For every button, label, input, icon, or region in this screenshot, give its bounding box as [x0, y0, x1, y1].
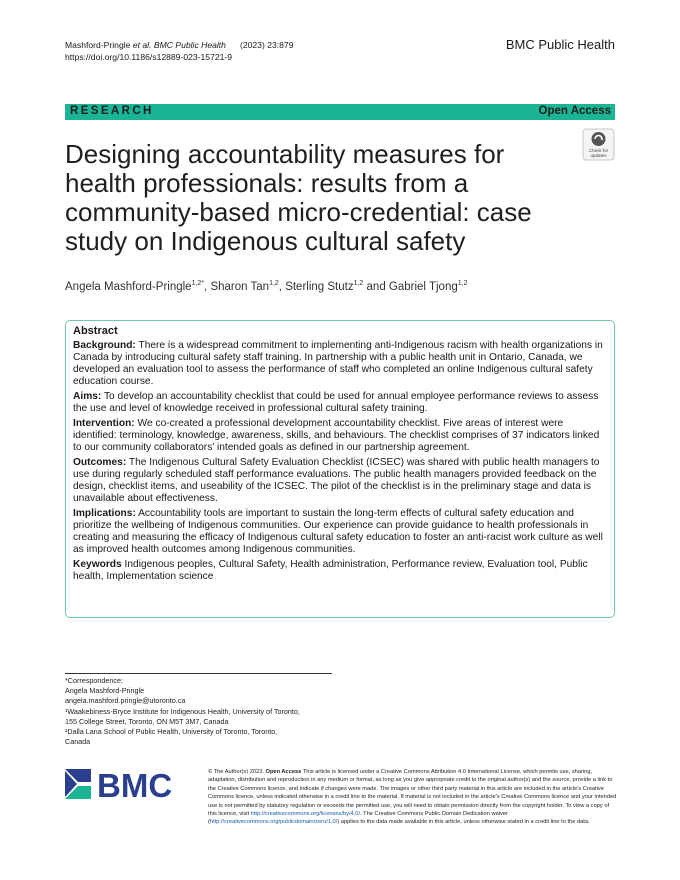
- section-label: Background:: [73, 340, 136, 351]
- citation-block: [65, 39, 293, 63]
- license-open-access: Open Access: [265, 769, 302, 775]
- abstract-keywords: [73, 559, 606, 583]
- footnote-line: Canada: [65, 737, 91, 747]
- author-separator: ,: [278, 280, 286, 293]
- section-label: Outcomes:: [73, 457, 127, 468]
- author-affiliation: 1,2*: [191, 280, 205, 287]
- crossmark-text-2: updates: [590, 153, 607, 158]
- footnote-line: *Correspondence:: [65, 676, 123, 685]
- abstract-outcomes: [73, 457, 606, 505]
- section-text: Accountability tools are important to sustain the long-term effects of cultural safety education and prioritize the wellbeing of Indigenous communities. Our experience can provide guidance to health professionals in creating and measuring the efficacy of Indigenous cultural safety education to foster an anti-racist work culture as well as improved health outcomes among Indigenous communities.: [73, 508, 603, 555]
- open-access-label: Open Access: [538, 105, 611, 117]
- author-affiliation: 1,2: [353, 280, 364, 287]
- citation-year: (2023) 23:879: [239, 40, 294, 50]
- footnote-line: ¹Waakebiness-Bryce Institute for Indigenous Health, University of Toronto,: [65, 706, 300, 716]
- license-text: [208, 768, 618, 827]
- license-body: This article is licensed under a Creative Commons Attribution 4.0 International License, which permits use, sharing, adaptation, distribution and reproduction in any medium or format, as long as you give appropriate credit to the original author(s) and the source, provide a link to the Creative Commons licence, and indicate if changes were made. The images or other third party material in this article are included in the article’s Creative Commons licence, unless indicated otherwise in a credit line to the material. If material is not included in the article’s Creative Commons licence and your intended use is not permitted by statutory regulation or exceeds the permitted use, you will need to obtain permission directly from the copyright holder. To view a copy of this licence, visit: [208, 769, 617, 818]
- author-affiliation: 1,2: [269, 280, 279, 287]
- section-label: Intervention:: [73, 418, 135, 429]
- citation-authors: Mashford-Pringle: [65, 40, 133, 50]
- bmc-logo-text: BMC: [97, 767, 173, 801]
- abstract-aims: [73, 391, 606, 415]
- abstract-background: [73, 340, 606, 388]
- correspondence-footnotes: [65, 676, 300, 747]
- section-text: There is a widespread commitment to implementing anti-Indigenous racism with health organizations in Canada by introducing cultural safety staff training. In partnership with a public health unit in Ontario, Canada, we developed an evaluation tool to assess the performance of staff who completed an online Indigenous cultural safety education course.: [73, 340, 603, 387]
- author-separator: ,: [204, 280, 211, 293]
- citation-journal: et al. BMC Public Health: [132, 40, 226, 50]
- section-text: We co-created a professional development accountability checklist. Five areas of interest were identified: terminology, knowledge, awareness, skills, and behaviours. The checklist comprises of 37 indicators linked to our community collaborators’ intended goals as defined in our partnership agreement.: [73, 418, 600, 453]
- bmc-logo: [65, 767, 190, 801]
- footnote-line: Angela Mashford-Pringle: [65, 686, 145, 696]
- author-affiliation: 1,2: [457, 280, 468, 287]
- abstract-heading: Abstract: [73, 325, 118, 337]
- section-label: Keywords: [73, 559, 122, 570]
- license-link[interactable]: http://creativecommons.org/publicdomain/zero/1.0/: [209, 819, 338, 826]
- author-name: Angela Mashford-Pringle: [65, 280, 192, 293]
- license-link[interactable]: http://creativecommons.org/licenses/by/4.0/: [250, 811, 361, 818]
- section-text: Indigenous peoples, Cultural Safety, Health administration, Performance review, Evaluation tool, Public health, Implementation science: [73, 559, 588, 582]
- section-label: Aims:: [73, 391, 102, 402]
- correspondence-email[interactable]: angela.mashford.pringle@utoronto.ca: [65, 696, 186, 706]
- author-name: Sharon Tan: [210, 280, 270, 293]
- license-body: . The Creative Commons Public Domain Dedication waiver (: [208, 811, 508, 826]
- section-text: The Indigenous Cultural Safety Evaluation Checklist (ICSEC) was shared with public health managers to use during regularly scheduled staff performance evaluations. The public health managers provided feedback on the design, checklist items, and useability of the ICSEC. The pilot of the checklist is in the preliminary stage and data is unavailable about effectiveness.: [73, 457, 600, 504]
- license-body: ) applies to the data made available in this article, unless otherwise stated in a credit line to the data.: [337, 819, 590, 826]
- copyright: © The Author(s) 2023.: [208, 769, 266, 775]
- section-label: Implications:: [73, 508, 136, 519]
- footnote-line: 155 College Street, Toronto, ON M5T 3M7, Canada: [65, 716, 229, 726]
- section-banner: [65, 104, 615, 120]
- article-title: Designing accountability measures for health professionals: results from a community-based micro-credential: case study on Indigenous cultural safety: [65, 139, 532, 256]
- footnote-divider: [65, 673, 332, 674]
- section-label: RESEARCH: [70, 105, 154, 117]
- author-name: Sterling Stutz: [285, 280, 354, 293]
- abstract-intervention: [73, 418, 606, 454]
- journal-name: BMC Public Health: [505, 37, 615, 52]
- citation-line: [65, 39, 293, 51]
- check-for-updates-icon[interactable]: [582, 128, 615, 161]
- section-text: To develop an accountability checklist that could be used for annual employee performance reviews to assess the use and level of knowledge received in professional cultural safety training.: [73, 391, 599, 414]
- doi-link[interactable]: https://doi.org/10.1186/s12889-023-15721-9: [65, 52, 233, 62]
- author-separator: and: [363, 280, 389, 293]
- abstract-box: [65, 320, 615, 618]
- author-list: [65, 280, 467, 293]
- crossmark-text-1: Check for: [588, 148, 609, 153]
- footnote-line: ²Dalla Lana School of Public Health, University of Toronto, Toronto,: [65, 727, 278, 737]
- author-name: Gabriel Tjong: [388, 280, 458, 293]
- abstract-implications: [73, 508, 606, 556]
